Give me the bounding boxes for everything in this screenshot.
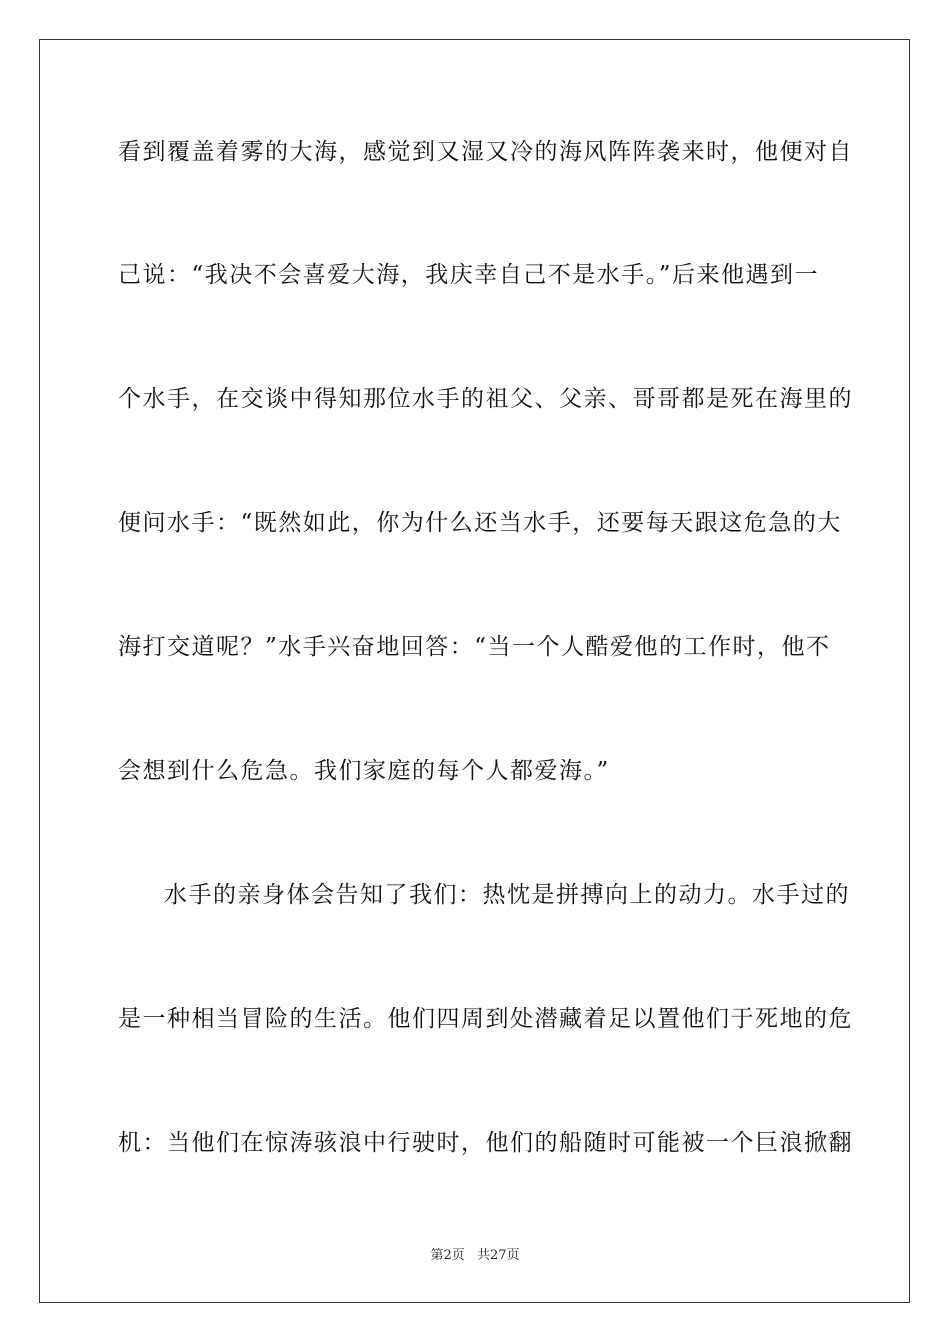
paragraph-line: 海打交道呢？”水手兴奋地回答：“当一个人酷爱他的工作时，他不 xyxy=(118,634,831,660)
page-number: 第2页 xyxy=(430,1248,465,1263)
paragraph-line: 便问水手：“既然如此，你为什么还当水手，还要每天跟这危急的大 xyxy=(118,510,842,536)
paragraph-line: 看到覆盖着雾的大海，感觉到又湿又冷的海风阵阵袭来时，他便对自 xyxy=(118,139,853,165)
page-total: 共27页 xyxy=(476,1248,520,1263)
paragraph-line: 个水手，在交谈中得知那位水手的祖父、父亲、哥哥都是死在海里的 xyxy=(118,386,853,412)
paragraph-line: 己说：“我决不会喜爱大海，我庆幸自己不是水手。”后来他遇到一 xyxy=(118,262,820,288)
page-border xyxy=(39,39,910,1303)
paragraph-line: 是一种相当冒险的生活。他们四周到处潜藏着足以置他们于死地的危 xyxy=(118,1006,853,1032)
paragraph-line: 机：当他们在惊涛骇浪中行驶时，他们的船随时可能被一个巨浪掀翻 xyxy=(118,1130,853,1156)
paragraph-line: 水手的亲身体会告知了我们：热忱是拼搏向上的动力。水手过的 xyxy=(164,882,850,908)
page-footer xyxy=(0,1247,950,1265)
paragraph-line: 会想到什么危急。我们家庭的每个人都爱海。” xyxy=(118,758,610,784)
